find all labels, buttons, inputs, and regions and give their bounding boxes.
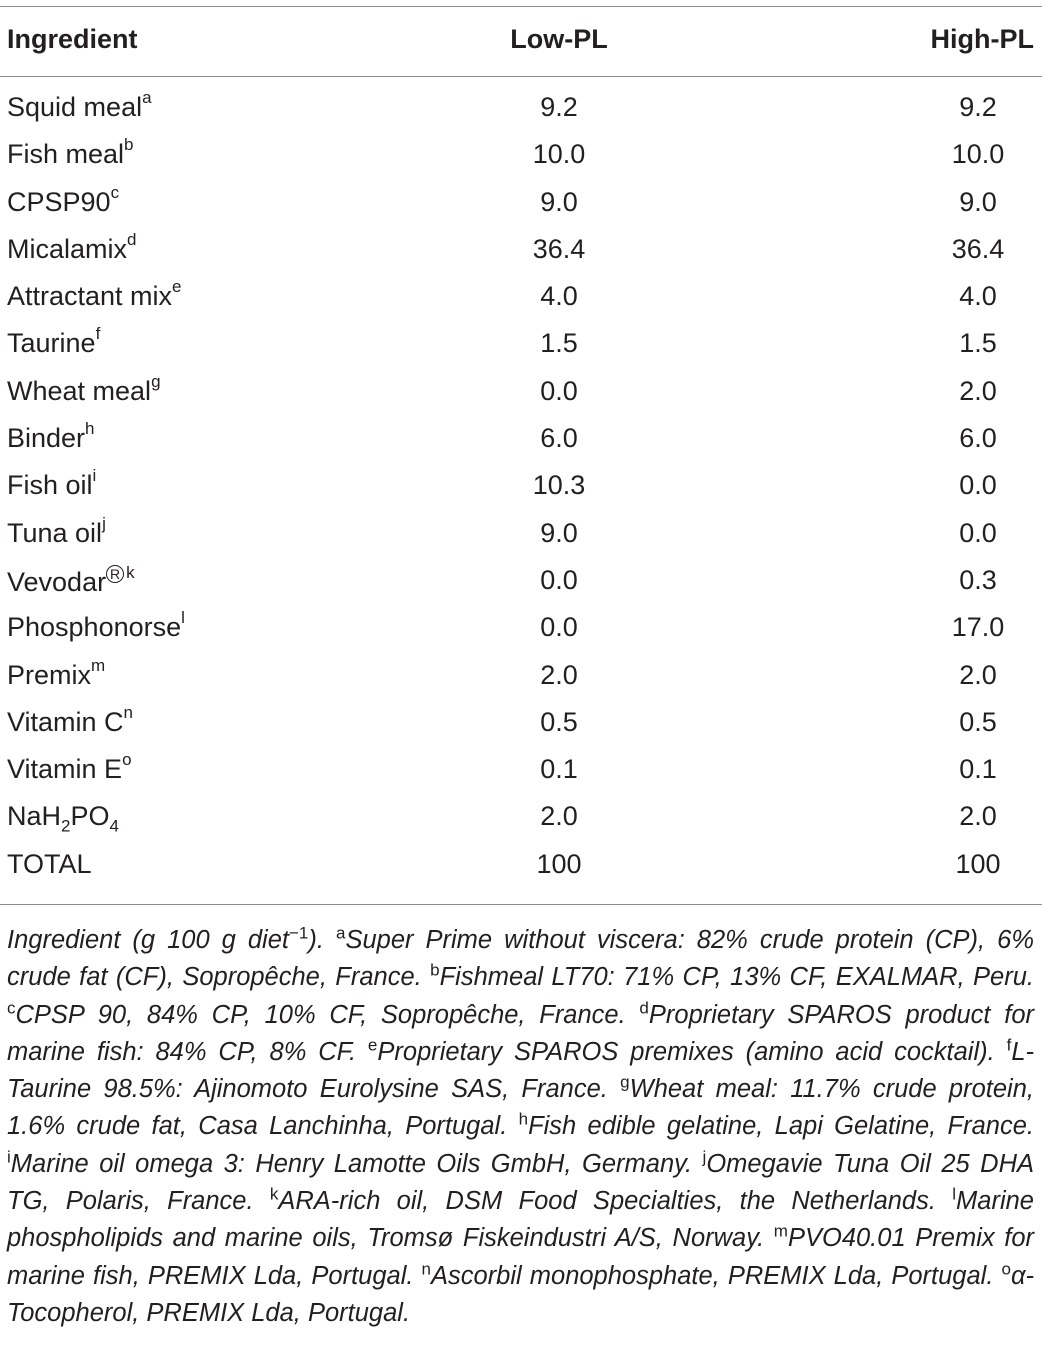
- high-pl-value: 17.0: [951, 612, 1005, 643]
- table-row: [0, 514, 1042, 561]
- ingredient-name: [7, 371, 161, 407]
- footnote-text: α-Tocopherol, PREMIX Lda, Portugal.: [7, 1261, 1035, 1327]
- low-pl-value: 4.0: [540, 281, 578, 312]
- low-pl-value: 9.0: [540, 186, 578, 217]
- ingredient-label: Attractant mix: [7, 281, 173, 312]
- ingredient-name: [7, 655, 106, 691]
- table-row: [0, 703, 1042, 750]
- table-row: [0, 466, 1042, 513]
- ingredient-label: Phosphonorse: [7, 612, 182, 643]
- footnote-marker: i: [92, 466, 97, 486]
- ingredient-name: [7, 849, 92, 880]
- footnote-text: Super Prime without viscera: 82% crude protein (CP), 6% crude fat (CF), Sopropêche, France.: [7, 926, 1034, 992]
- table-row: [0, 797, 1042, 844]
- ingredient-name: [7, 562, 135, 598]
- ingredient-label: Vevodar: [7, 566, 107, 597]
- footnote-mark: h: [518, 1109, 529, 1129]
- footnote-intro-end: ).: [308, 926, 336, 954]
- footnote-mark: e: [367, 1035, 378, 1055]
- ingredient-label: Taurine: [7, 328, 96, 359]
- registered-mark: R: [106, 565, 124, 583]
- footnote-text: Proprietary SPAROS premixes (amino acid cocktail).: [377, 1037, 1007, 1066]
- footnote-text: Proprietary SPAROS product for marine fish: 84% CP, 8% CF.: [7, 1000, 1034, 1066]
- high-pl-value: 0.0: [959, 470, 997, 501]
- low-pl-value: 2.0: [540, 801, 578, 832]
- footnote-mark: m: [773, 1221, 788, 1241]
- footnote-text: L-Taurine 98.5%: Ajinomoto Eurolysine SAS, France.: [7, 1037, 1034, 1104]
- ingredient-label: Tuna oil: [7, 517, 103, 548]
- table-row: [0, 608, 1042, 655]
- low-pl-value: 100: [536, 848, 582, 879]
- footnote-marker: l: [181, 608, 185, 628]
- table-row: [0, 277, 1042, 324]
- table-row: [0, 230, 1042, 277]
- footnote-intro: Ingredient (g 100 g diet: [7, 926, 289, 954]
- high-pl-value: 0.0: [959, 517, 997, 548]
- footnote-marker: c: [110, 182, 120, 202]
- footnote-text: PVO40.01 Premix for marine fish, PREMIX Lda, Portugal.: [7, 1224, 1034, 1290]
- low-pl-value: 6.0: [540, 423, 578, 454]
- ingredient-name: [7, 513, 106, 549]
- table-row: [0, 656, 1042, 703]
- ingredient-label: Micalamix: [7, 233, 128, 264]
- high-pl-value: 6.0: [959, 423, 997, 454]
- table-body: [0, 88, 1042, 892]
- footnote-marker: m: [91, 655, 106, 675]
- ingredient-label: Squid meal: [7, 92, 143, 122]
- footnote-mark: d: [639, 998, 649, 1018]
- low-pl-value: 10.0: [532, 139, 586, 170]
- footnote-mark: a: [335, 923, 346, 943]
- table-row: [0, 419, 1042, 466]
- footnote-mark: o: [1001, 1259, 1011, 1279]
- footnote-marker: a: [142, 88, 152, 107]
- low-pl-value: 9.0: [540, 517, 578, 548]
- ingredient-name: [7, 801, 119, 836]
- high-pl-value: 2.0: [959, 801, 997, 832]
- footnote-text: Wheat meal: 11.7% crude protein, 1.6% crude fat, Casa Lanchinha, Portugal.: [7, 1075, 1034, 1141]
- ingredient-label: TOTAL: [7, 848, 92, 879]
- footnote-marker: d: [127, 229, 137, 249]
- footnote-mark: n: [421, 1259, 431, 1279]
- formula-part: NaH: [7, 801, 62, 832]
- low-pl-value: 0.1: [540, 754, 578, 785]
- footnote-mark: i: [7, 1147, 11, 1167]
- low-pl-value: 9.2: [540, 92, 578, 122]
- ingredient-name: [7, 88, 152, 123]
- low-pl-value: 10.3: [532, 470, 586, 501]
- ingredient-label: CPSP90: [7, 186, 111, 217]
- footnote-mark: k: [269, 1184, 279, 1204]
- header-low-pl: Low-PL: [510, 24, 608, 54]
- table-row: [0, 183, 1042, 230]
- footnote-text: Marine phospholipids and marine oils, Tromsø Fiskeindustri A/S, Norway.: [7, 1187, 1034, 1253]
- footnote-text: Marine oil omega 3: Henry Lamotte Oils GmbH, Germany.: [10, 1149, 703, 1178]
- high-pl-value: 10.0: [951, 139, 1005, 170]
- high-pl-value: 4.0: [959, 281, 997, 312]
- formula-part: PO: [70, 801, 110, 832]
- footnote-marker: o: [122, 750, 132, 770]
- header-ingredient: Ingredient: [7, 24, 138, 54]
- ingredient-name: [7, 608, 185, 643]
- formula-subscript: 4: [109, 816, 119, 836]
- low-pl-value: 0.5: [540, 706, 578, 737]
- footnote-mark: b: [430, 960, 440, 980]
- low-pl-value: 0.0: [540, 564, 578, 595]
- footnote-mark: j: [702, 1147, 707, 1167]
- high-pl-value: 1.5: [959, 328, 997, 359]
- high-pl-value: 2.0: [959, 659, 997, 690]
- ingredient-label: Fish oil: [7, 470, 93, 501]
- ingredient-label: Premix: [7, 659, 92, 690]
- table-bottom-rule: [0, 904, 1042, 905]
- high-pl-value: 100: [955, 848, 1001, 879]
- footnote-exponent: −1: [289, 923, 309, 943]
- high-pl-value: 0.5: [959, 706, 997, 737]
- ingredient-name: [7, 229, 137, 265]
- ingredient-name: [7, 419, 95, 454]
- ingredient-name: [7, 277, 182, 312]
- ingredient-name: [7, 324, 101, 359]
- footnote-mark: g: [620, 1072, 630, 1092]
- table-row: [0, 372, 1042, 419]
- low-pl-value: 0.0: [540, 612, 578, 643]
- formula-subscript: 2: [61, 816, 71, 836]
- table-row: [0, 750, 1042, 797]
- table-row: [0, 324, 1042, 371]
- footnote-marker: k: [126, 562, 135, 582]
- footnote-marker: n: [123, 702, 134, 722]
- high-pl-value: 2.0: [959, 375, 997, 406]
- high-pl-value: 9.0: [959, 186, 997, 217]
- header-high-pl: High-PL: [930, 24, 1034, 54]
- high-pl-value: 36.4: [951, 233, 1005, 264]
- ingredient-name: [7, 182, 120, 218]
- table-row: [0, 135, 1042, 182]
- ingredient-label: Fish meal: [7, 139, 125, 170]
- footnote-text: CPSP 90, 84% CP, 10% CF, Sopropêche, France.: [15, 1000, 640, 1029]
- low-pl-value: 0.0: [540, 375, 578, 406]
- footnote-mark: c: [7, 998, 16, 1018]
- footnote-text: Ascorbil monophosphate, PREMIX Lda, Portugal.: [431, 1261, 1002, 1290]
- table-row: [0, 88, 1042, 135]
- table-row: [0, 561, 1042, 608]
- ingredient-label: Vitamin C: [7, 706, 124, 737]
- footnote-mark: f: [1006, 1035, 1012, 1055]
- low-pl-value: 36.4: [532, 233, 586, 264]
- high-pl-value: 0.3: [959, 564, 997, 595]
- table-footnotes: [7, 922, 1034, 1332]
- footnote-marker: j: [102, 513, 106, 533]
- footnote-marker: g: [151, 371, 161, 391]
- low-pl-value: 1.5: [540, 328, 578, 359]
- high-pl-value: 0.1: [959, 754, 997, 785]
- ingredient-label: Binder: [7, 423, 86, 454]
- footnote-mark: l: [952, 1184, 957, 1204]
- footnote-marker: h: [85, 419, 95, 439]
- footnote-marker: f: [95, 324, 101, 344]
- footnote-text: Omegavie Tuna Oil 25 DHA TG, Polaris, France.: [7, 1149, 1034, 1216]
- header-rule: [0, 76, 1042, 77]
- table-row: [0, 845, 1042, 892]
- footnote-text: Fishmeal LT70: 71% CP, 13% CF, EXALMAR, Peru.: [439, 963, 1034, 992]
- ingredient-label: Wheat meal: [7, 375, 152, 406]
- footnote-marker: e: [172, 277, 182, 297]
- table-top-rule: [0, 6, 1042, 7]
- ingredient-name: [7, 466, 97, 501]
- ingredient-name: [7, 750, 132, 785]
- ingredient-label: Vitamin E: [7, 754, 123, 785]
- footnote-text: Fish edible gelatine, Lapi Gelatine, France.: [528, 1112, 1034, 1141]
- ingredient-name: [7, 135, 134, 170]
- ingredient-name: [7, 702, 134, 738]
- low-pl-value: 2.0: [540, 659, 578, 690]
- high-pl-value: 9.2: [959, 92, 997, 122]
- footnote-marker: b: [124, 135, 134, 155]
- footnote-text: ARA-rich oil, DSM Food Specialties, the Netherlands.: [278, 1187, 953, 1216]
